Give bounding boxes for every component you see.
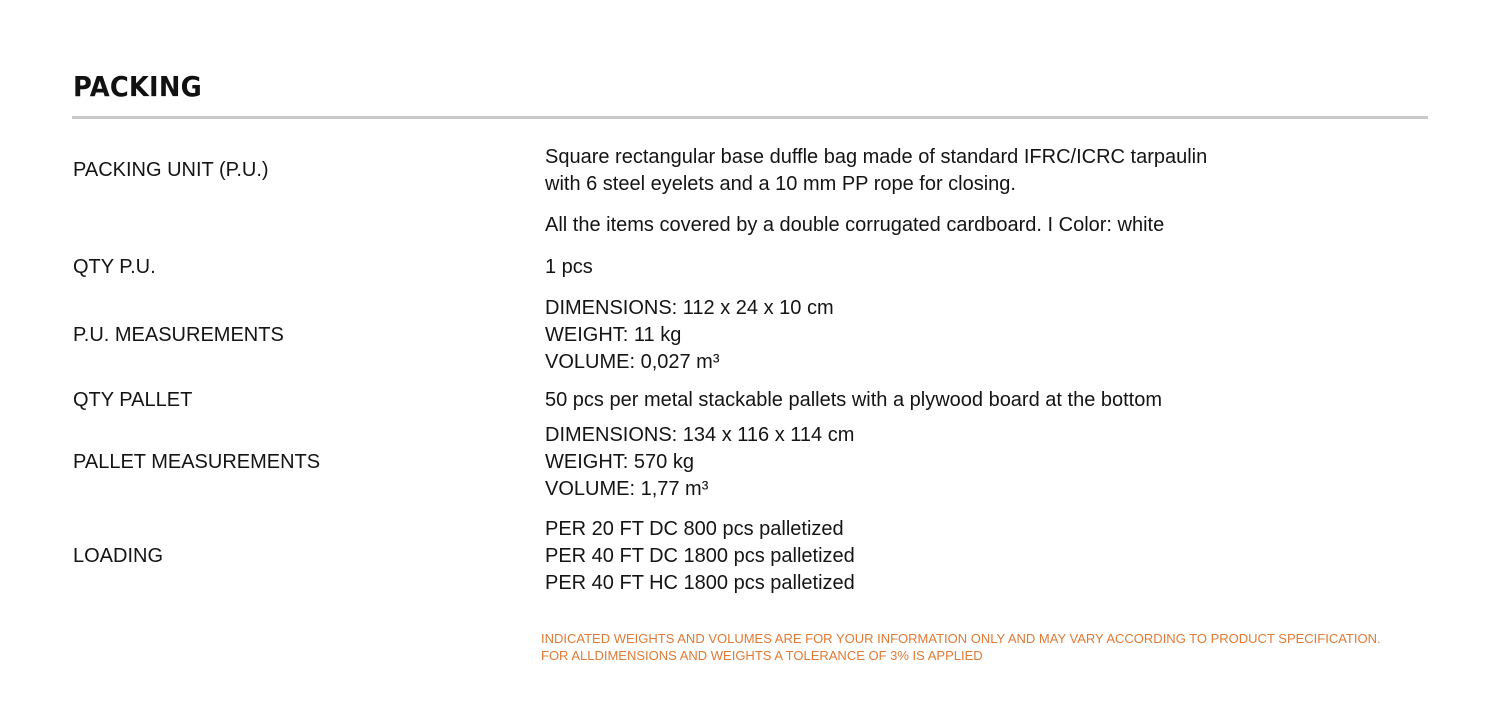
qty-pallet-value: 50 pcs per metal stackable pallets with a plywood board at the bottom [545, 389, 1163, 411]
pu-dimensions: DIMENSIONS: 112 x 24 x 10 cm [545, 297, 834, 319]
pallet-measurements-value [545, 422, 854, 503]
packing-unit-line: Square rectangular base duffle bag made of standard IFRC/ICRC tarpaulin [545, 146, 1208, 168]
packing-unit-line: with 6 steel eyelets and a 10 mm PP rope for closing. [545, 173, 1016, 195]
packing-unit-extra: All the items covered by a double corrugated cardboard. I Color: white [545, 214, 1165, 236]
pallet-volume: VOLUME: 1,77 m³ [545, 478, 709, 500]
loading-line: PER 20 FT DC 800 pcs palletized [545, 518, 844, 540]
section-title: PACKING [73, 70, 202, 103]
pu-measurements-value [545, 295, 834, 376]
section-divider [72, 116, 1428, 119]
qty-pu-value: 1 pcs [545, 256, 593, 278]
disclaimer-line: FOR ALLDIMENSIONS AND WEIGHTS A TOLERANCE OF 3% IS APPLIED [541, 648, 983, 663]
pallet-dimensions: DIMENSIONS: 134 x 116 x 114 cm [545, 424, 855, 446]
pu-measurements-label: P.U. MEASUREMENTS [73, 324, 284, 346]
loading-line: PER 40 FT HC 1800 pcs palletized [545, 572, 855, 594]
disclaimer-note [541, 630, 1381, 664]
pu-volume: VOLUME: 0,027 m³ [545, 351, 720, 373]
pallet-weight: WEIGHT: 570 kg [545, 451, 694, 473]
pallet-measurements-label: PALLET MEASUREMENTS [73, 451, 321, 473]
pu-weight: WEIGHT: 11 kg [545, 324, 682, 346]
loading-label: LOADING [73, 545, 164, 567]
loading-line: PER 40 FT DC 1800 pcs palletized [545, 545, 855, 567]
loading-value [545, 516, 855, 597]
qty-pallet-label: QTY PALLET [73, 389, 193, 411]
packing-unit-value [545, 144, 1207, 198]
disclaimer-line: INDICATED WEIGHTS AND VOLUMES ARE FOR YOUR INFORMATION ONLY AND MAY VARY ACCORDING TO PRODUCT SPECIFICATION. [541, 631, 1381, 646]
packing-unit-label: PACKING UNIT (P.U.) [73, 159, 269, 181]
qty-pu-label: QTY P.U. [73, 256, 156, 278]
